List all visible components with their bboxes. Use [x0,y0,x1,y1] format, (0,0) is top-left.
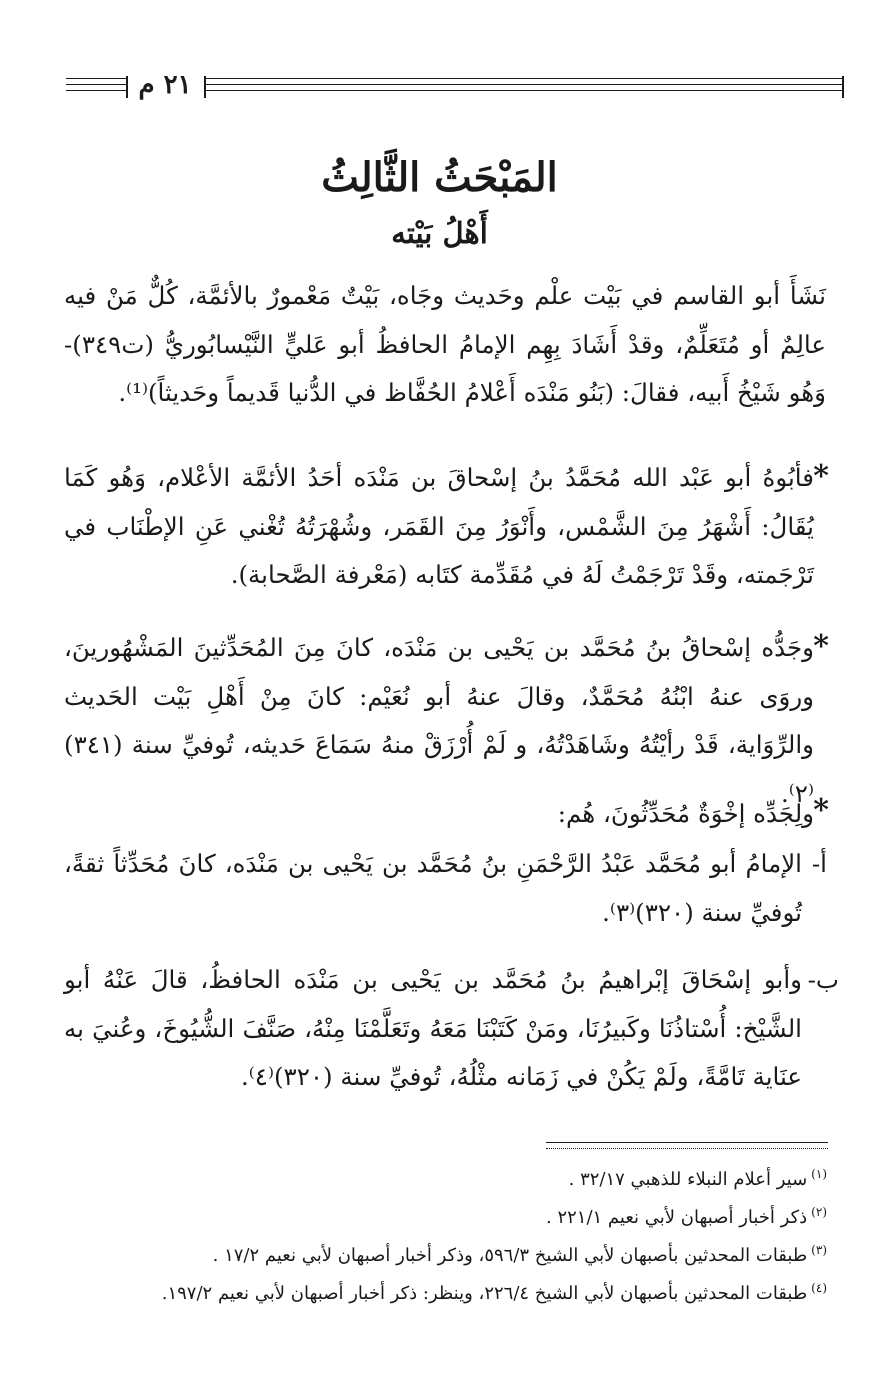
footnote-number: (٣) [811,1243,827,1257]
footnote [64,1158,827,1196]
footnote-number: (١) [811,1167,827,1181]
list-marker-a: أ- [811,849,827,878]
footnote-text: طبقات المحدثين بأصبهان لأبي الشيخ ٢٢٦/٤، وينظر: ذكر أخبار أصبهان لأبي نعيم ١٩٧/٢. [161,1283,808,1304]
header-rule-short-cap [126,76,128,98]
footnote-text: ذكر أخبار أصبهان لأبي نعيم ٢٢١/١ . [546,1207,808,1228]
footnote-number: (٢) [811,1205,827,1219]
header-rule-long [206,78,842,96]
list-marker-b: ب- [807,965,839,994]
footnotes [64,1158,827,1310]
footnote-text: طبقات المحدثين بأصبهان لأبي الشيخ ٥٩٦/٣، وذكر أخبار أصبهان لأبي نعيم ١٧/٢ . [212,1245,808,1266]
footnote-number: (٤) [811,1281,827,1295]
bullet-star: * [813,793,829,828]
list-item-b: وأبو إسْحَاقَ إبْراهيمُ بنُ مُحَمَّد بن يَحْيى بن مَنْدَه الحافظُ، قالَ عَنْهُ أبو الشَّيْخ: أُسْتاذُنَا وكَبيرُنَا، ومَنْ كَتَبْنَا مَعَهُ وتَعَلَّمْنَا مِنْهُ، صَنَّفَ الشُّيُوخَ، وعُنيَ به عنَاية تَامَّةً، ولَمْ يَكُنْ في زَمَانه مثْلُهُ، تُوفيِّ سنة (٣٢٠)⁽٤⁾. [64,965,802,1091]
bullet-star: * [813,459,829,494]
footnote [64,1196,827,1234]
footnote [64,1272,827,1310]
header-rule-cap-right [842,76,844,98]
paragraph-brothers-intro: ولِجَدِّه إخْوَةٌ مُحَدِّثُونَ، هُم: [557,799,814,828]
intro-paragraph: نَشَأَ أبو القاسم في بَيْت علْم وحَديث وجَاه، بَيْتٌ مَعْمورٌ بالأئمَّة، كُلٌّ مَنْ فيه عالِمٌ أو مُتَعَلِّمٌ، وقدْ أَشَادَ بِهِم الإمامُ الحافظُ أبو عَليٍّ النَّيْسابُوريُّ (ت٣٤٩)- وَهُو شَيْخُ أَبيه، فقالَ: (بَنُو مَنْدَه أَعْلامُ الحُفَّاظ في الدُّنيا قَديماً وحَديثاً)⁽¹⁾. [64,281,826,407]
chapter-title: المَبْحَثُ الثَّالِثُ [321,154,558,201]
footnote-separator [546,1142,828,1149]
header-rule-cap-left [204,76,206,98]
page-number: ٢١ م [138,70,192,100]
bullet-star: * [813,629,829,664]
list-item-a: الإمامُ أبو مُحَمَّد عَبْدُ الرَّحْمَنِ بنُ مُحَمَّد بن يَحْيى بن مَنْدَه، كانَ مُحَدِّثاً ثقةً، تُوفيِّ سنة (٣٢٠)⁽٣⁾. [64,849,802,927]
section-title: أَهْلُ بَيْته [391,216,488,250]
footnote-text: سير أعلام النبلاء للذهبي ٣٢/١٧ . [568,1169,808,1190]
footnote [64,1234,827,1272]
paragraph-grandfather: وجَدُّه إسْحاقُ بنُ مُحَمَّد بن يَحْيى بن مَنْدَه، كانَ مِنَ المُحَدِّثينَ المَشْهُورينَ، وروَى عنهُ ابْنُهُ مُحَمَّدٌ، وقالَ عنهُ أبو نُعَيْم: كانَ مِنْ أَهْلِ بَيْت الحَديث والرِّوَاية، قَدْ رأيْتُهُ وشَاهَدْتُهُ، و لَمْ أُرْزَقْ منهُ سَمَاعَ حَديثه، تُوفيِّ سنة (٣٤١)⁽٢⁾. [64,633,814,808]
header-rule-short [66,78,126,96]
paragraph-father: فأبُوهُ أبو عَبْد الله مُحَمَّدُ بنُ إسْحاقَ بن مَنْدَه أحَدُ الأئمَّة الأعْلام، وَهُو كَمَا يُقَالُ: أَشْهَرُ مِنَ الشَّمْس، وأَنْوَرُ مِنَ القَمَر، وشُهْرَتُهُ تُغْني عَنِ الإطْنَاب في تَرْجَمته، وقَدْ تَرْجَمْتُ لَهُ في مُقَدِّمة كتَابه (مَعْرفة الصَّحابة). [64,463,814,589]
